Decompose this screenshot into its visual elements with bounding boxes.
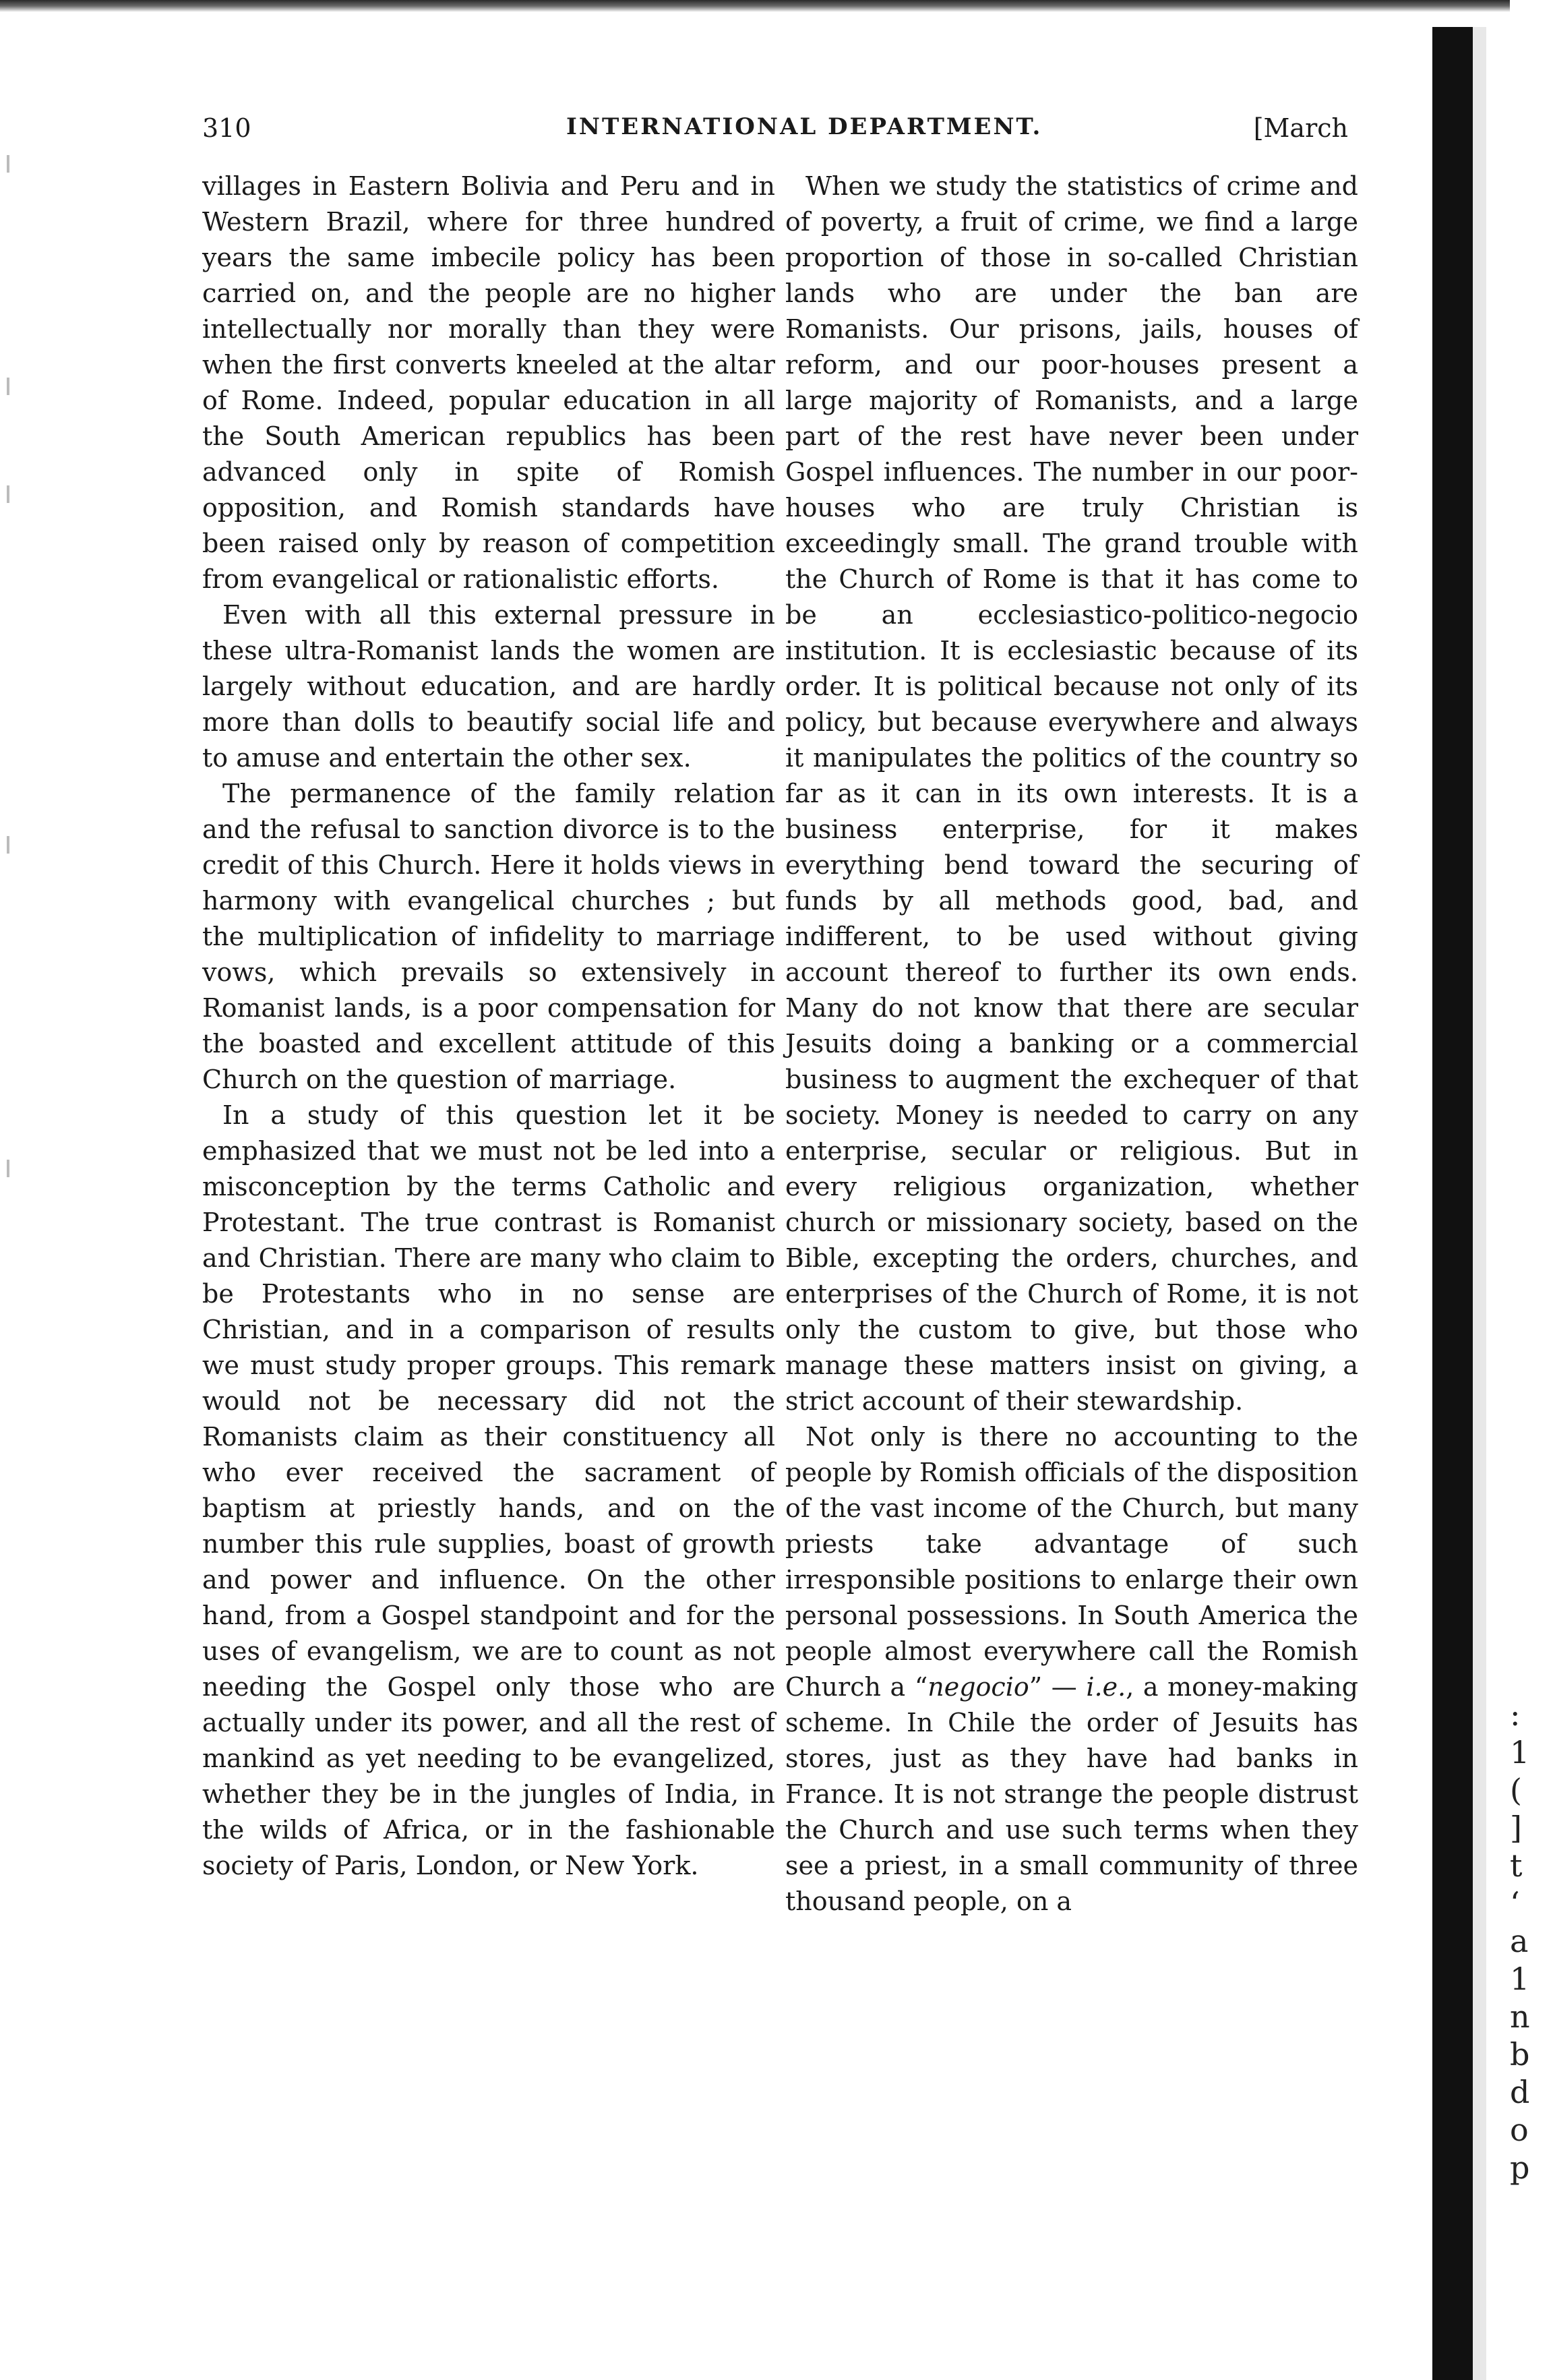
edge-letter: : bbox=[1510, 1696, 1521, 1733]
edge-letter: ( bbox=[1510, 1772, 1522, 1808]
book-spine-shadow bbox=[1432, 27, 1473, 2380]
gutter-mark bbox=[7, 378, 9, 395]
paragraph: In a study of this question let it be emphasized that we must not be led into a misconception by the terms Catholic and Protestant. The true contrast is Romanist and Christian. There are many who claim to be Protestants who in no sense are Christian, and in a comparison of results we must study proper groups. This remark would not be necessary did not the Romanists claim as their constituency all who ever received the sacrament of baptism at priestly hands, and on the number this rule supplies, boast of growth and power and influence. On the other hand, from a Gospel standpoint and for the uses of evangelism, we are to count as not needing the Gospel only those who are actually under its power, and all the rest of mankind as yet needing to be evangelized, whether they be in the jungles of India, in the wilds of Africa, or in the fashionable society of Paris, London, or New York. bbox=[202, 1100, 775, 1880]
page-gap bbox=[1473, 27, 1486, 2380]
right-column bbox=[785, 169, 1358, 1920]
edge-letter: ‘ bbox=[1510, 1885, 1520, 1922]
paragraph bbox=[785, 1419, 1358, 1920]
gutter-mark bbox=[7, 155, 9, 173]
page-number: 310 bbox=[202, 113, 251, 143]
edge-letter: t bbox=[1510, 1847, 1523, 1884]
paragraph: villages in Eastern Bolivia and Peru and in Western Brazil, where for three hundred years the same imbecile policy has been carried on, and the people are no higher intellectually nor morally than they were when the first converts kneeled at the altar of Rome. Indeed, popular education in all the South American republics has been advanced only in spite of Romish opposition, and Romish standards have been raised only by reason of competition from evangelical or rationalistic efforts. bbox=[202, 171, 775, 594]
edge-letter: b bbox=[1510, 2036, 1530, 2073]
edge-letter: n bbox=[1510, 1998, 1530, 2035]
italic-term: i.e. bbox=[1086, 1672, 1126, 1702]
edge-letter: o bbox=[1510, 2112, 1529, 2148]
italic-term: negocio bbox=[927, 1672, 1029, 1702]
paragraph: When we study the statistics of crime and of poverty, a fruit of crime, we find a large proportion of those in so-called Christian lands who are under the ban are Romanists. Our prisons, jails, houses of reform, and our poor-houses present a large majority of Romanists, and a large part of the rest have never been under Gospel influences. The number in our poor-houses who are truly Christian is exceedingly small. The grand trouble with the Church of Rome is that it has come to be an ecclesiastico-politico-negocio institution. It is ecclesiastic because of its order. It is political because not only of its policy, but because everywhere and always it manipulates the politics of the country so far as it can in its own interests. It is a business enterprise, for it makes everything bend toward the securing of funds by all methods good, bad, and indifferent, to be used without giving account thereof to further its own ends. Many do not know that there are secular Jesuits doing a banking or a commercial business to augment the exchequer of that society. Money is needed to carry on any enterprise, secular or religious. But in every religious organization, whether church or missionary society, based on the Bible, excepting the orders, churches, and enterprises of the Church of Rome, it is not only the custom to give, but those who manage these matters insist on giving, a strict account of their stewardship. bbox=[785, 171, 1358, 1416]
edge-letter: p bbox=[1510, 2149, 1530, 2186]
top-scan-edge bbox=[0, 0, 1510, 12]
text-run: , a money-making scheme. In Chile the order of Jesuits has stores, just as they have had banks in France. It is not strange the people distrust the Church and use such terms when they see a priest, in a small community of three thousand people, on a bbox=[785, 1672, 1359, 1916]
gutter-mark bbox=[7, 836, 9, 854]
gutter-mark bbox=[7, 1160, 9, 1177]
next-page-edge-letters bbox=[1510, 1696, 1550, 2186]
text-run: ” — bbox=[1029, 1672, 1087, 1702]
month-label: [March bbox=[1253, 113, 1348, 143]
edge-letter: 1 bbox=[1510, 1961, 1530, 1997]
paragraph: Even with all this external pressure in these ultra-Romanist lands the women are largely without education, and are hardly more than dolls to beautify social life and to amuse and entertain the other sex. bbox=[202, 600, 775, 773]
edge-letter: a bbox=[1510, 1923, 1529, 1959]
edge-letter: d bbox=[1510, 2074, 1530, 2110]
edge-letter: 1 bbox=[1510, 1734, 1530, 1771]
text-run: Not only is there no accounting to the people by Romish officials of the disposition of the vast income of the Church, but many priests take advantage of such irresponsible positions to enlarge their own personal possessions. In South America the people almost everywhere call the Romish Church a “ bbox=[785, 1422, 1358, 1702]
paragraph: The permanence of the family relation and the refusal to sanction divorce is to the credit of this Church. Here it holds views in harmony with evangelical churches ; but the multiplication of infidelity to marriage vows, which prevails so extensively in Romanist lands, is a poor compensation for the boasted and excellent attitude of this Church on the question of marriage. bbox=[202, 779, 775, 1094]
left-column bbox=[202, 169, 775, 1884]
page-header bbox=[202, 113, 1402, 154]
gutter-mark bbox=[7, 485, 9, 503]
edge-letter: ] bbox=[1510, 1810, 1522, 1846]
running-title: INTERNATIONAL DEPARTMENT. bbox=[566, 113, 1043, 140]
